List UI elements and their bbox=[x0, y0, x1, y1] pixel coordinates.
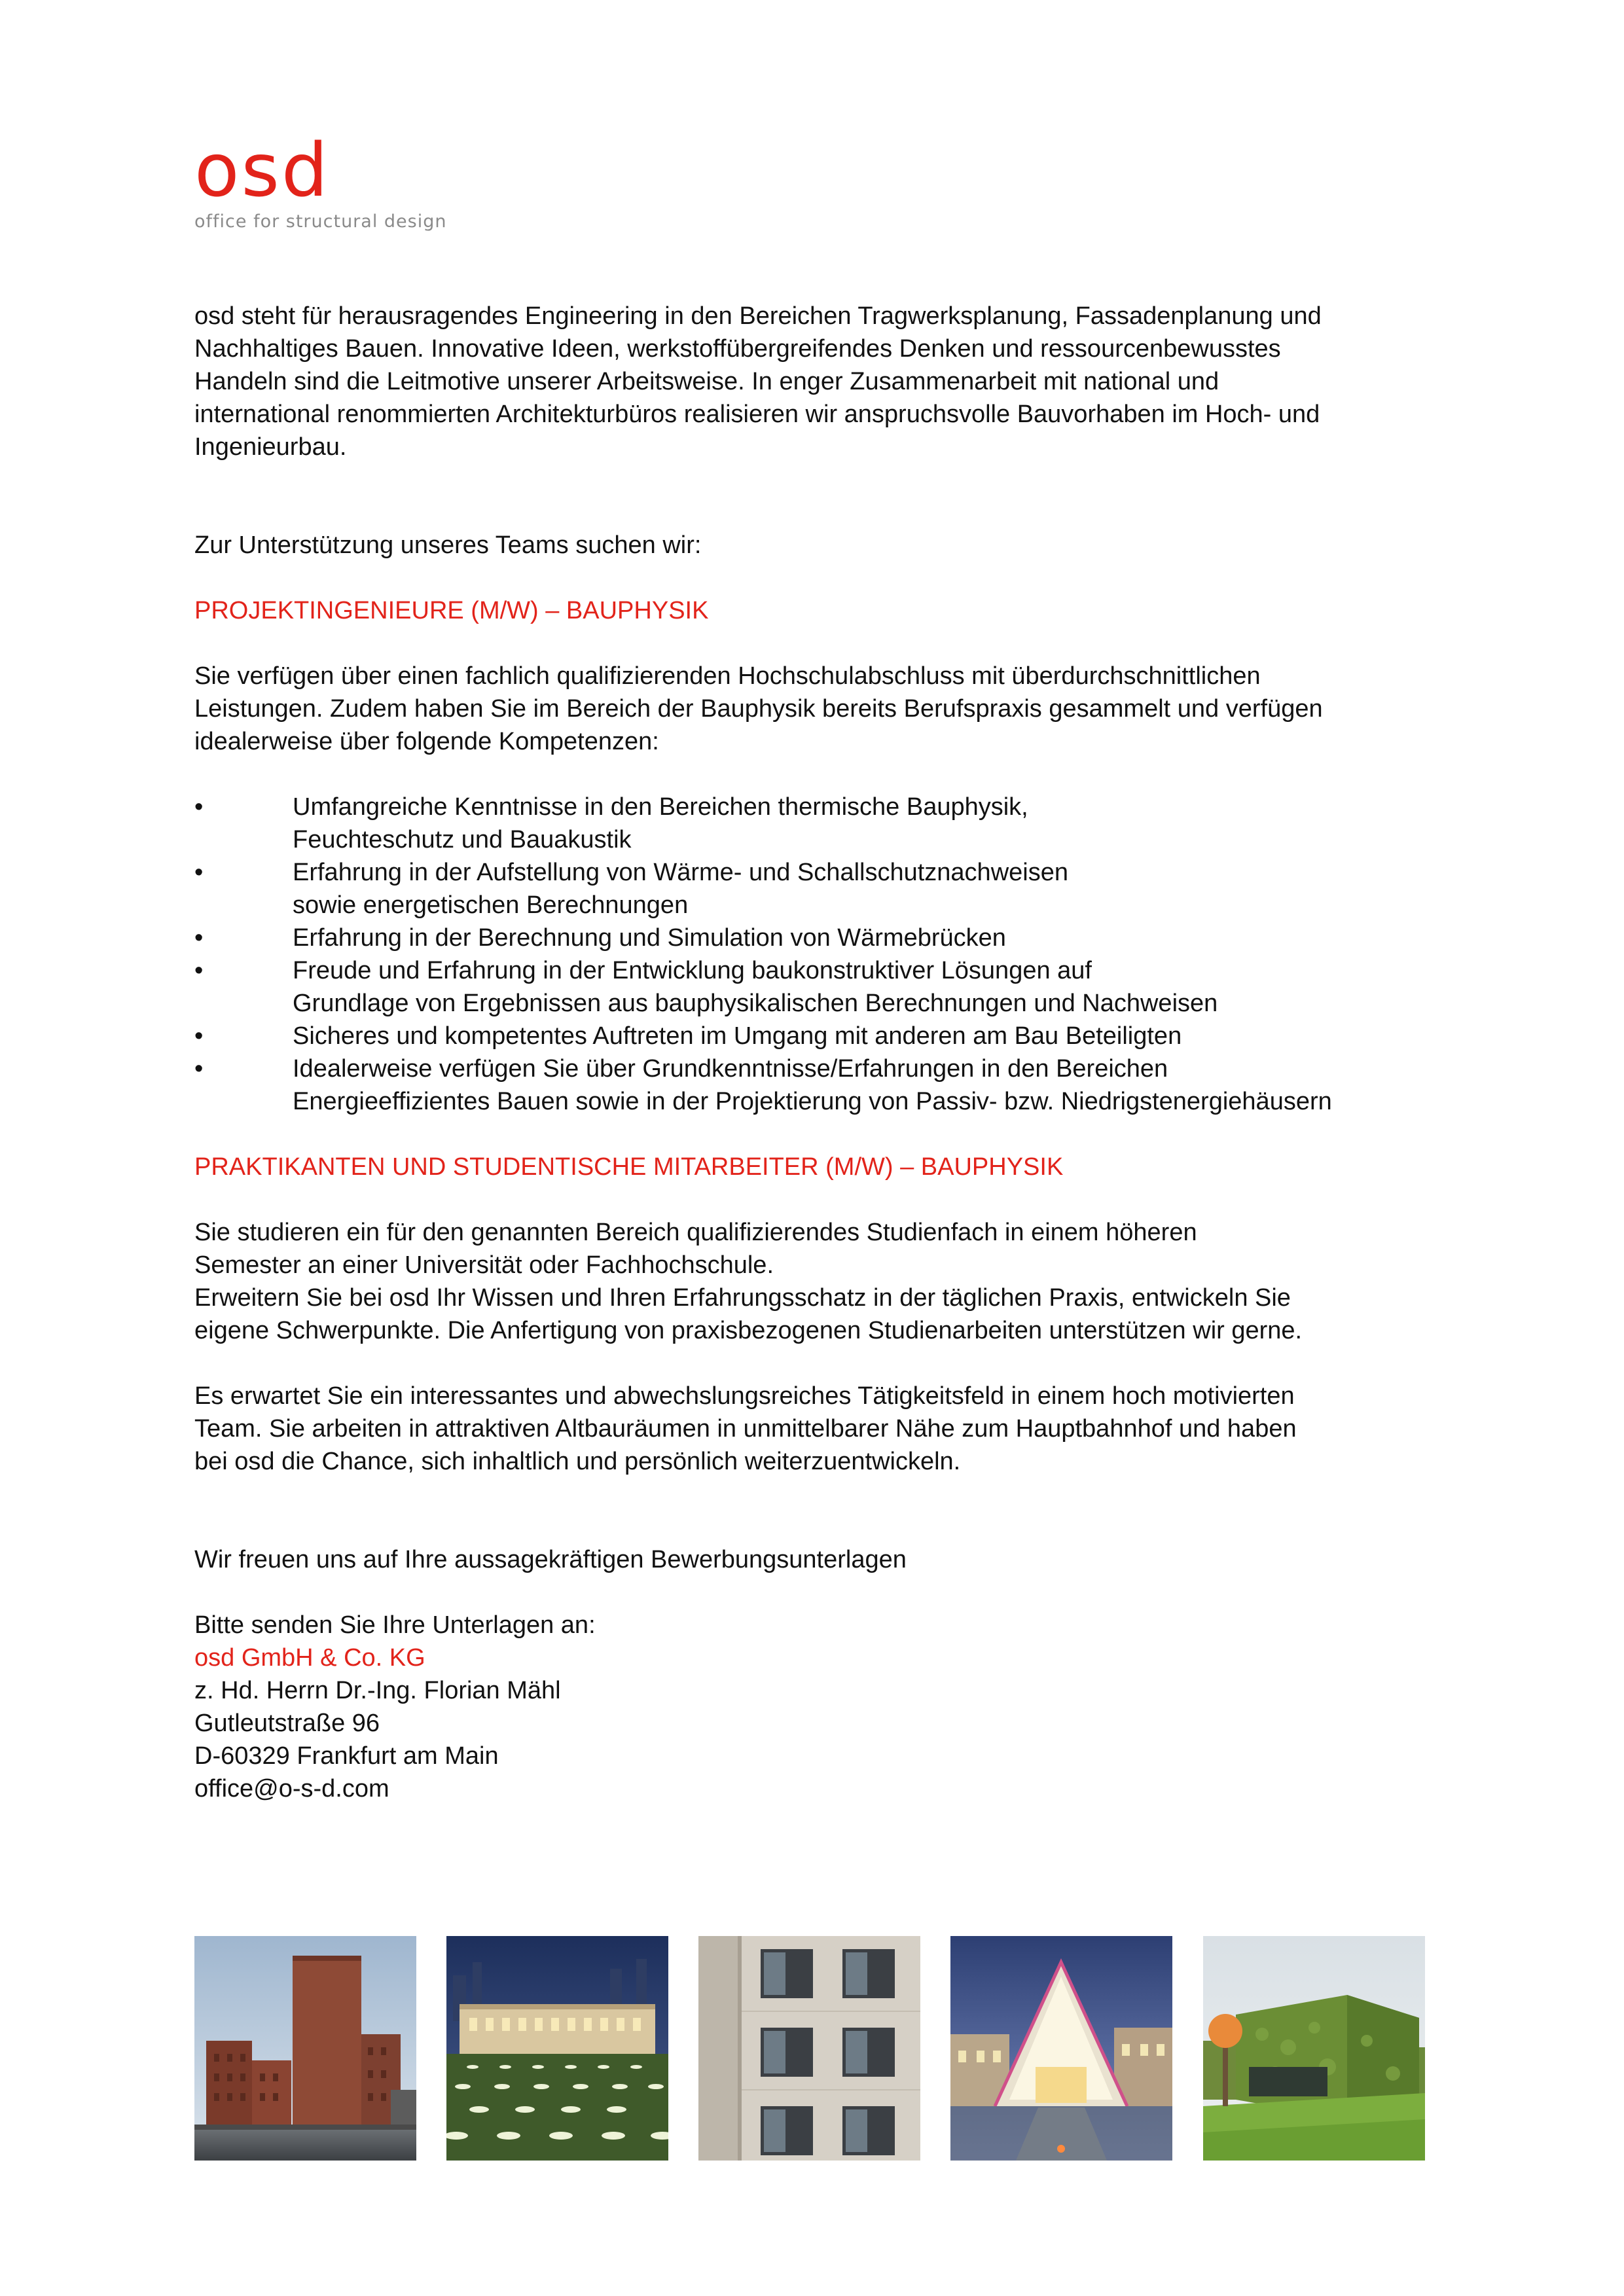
document-body bbox=[194, 300, 1471, 1805]
project-photo-green-cube bbox=[1203, 1936, 1425, 2161]
offer-line: bei osd die Chance, sich inhaltlich und persönlich weiterzuentwickeln. bbox=[194, 1448, 961, 1475]
bullet-icon: • bbox=[194, 1055, 204, 1083]
contact-block bbox=[194, 1609, 1471, 1805]
job2-description-line: Sie studieren ein für den genannten Bereich qualifizierendes Studienfach in einem höheren bbox=[194, 1219, 1197, 1246]
contact-street: Gutleutstraße 96 bbox=[194, 1710, 380, 1737]
job2-description-line: Erweitern Sie bei osd Ihr Wissen und Ihren Erfahrungsschatz in der täglichen Praxis, entwickeln Sie bbox=[194, 1284, 1291, 1312]
contact-intro: Bitte senden Sie Ihre Unterlagen an: bbox=[194, 1611, 596, 1639]
job1-description-line: idealerweise über folgende Kompetenzen: bbox=[194, 728, 659, 755]
logo-wordmark: osd bbox=[194, 128, 330, 213]
list-item-line: Grundlage von Ergebnissen aus bauphysikalischen Berechnungen und Nachweisen bbox=[293, 990, 1218, 1017]
list-item-line: Erfahrung in der Berechnung und Simulation von Wärmebrücken bbox=[293, 924, 1006, 952]
list-item bbox=[194, 1020, 1471, 1052]
list-item bbox=[194, 791, 1471, 856]
contact-city: D-60329 Frankfurt am Main bbox=[194, 1742, 499, 1770]
list-item-line: Idealerweise verfügen Sie über Grundkenntnisse/Erfahrungen in den Bereichen bbox=[293, 1055, 1168, 1083]
intro-line: Handeln sind die Leitmotive unserer Arbeitsweise. In enger Zusammenarbeit mit national und bbox=[194, 368, 1219, 395]
job2-description-line: eigene Schwerpunkte. Die Anfertigung von praxisbezogenen Studienarbeiten unterstützen wir gerne. bbox=[194, 1317, 1303, 1344]
list-item bbox=[194, 954, 1471, 1020]
intro-line: osd steht für herausragendes Engineering in den Bereichen Tragwerksplanung, Fassadenplanung und bbox=[194, 302, 1322, 330]
list-item-line: Umfangreiche Kenntnisse in den Bereichen thermische Bauphysik, bbox=[293, 793, 1028, 821]
list-item-line: Freude und Erfahrung in der Entwicklung baukonstruktiver Lösungen auf bbox=[293, 957, 1092, 984]
offer-paragraph bbox=[194, 1380, 1471, 1478]
project-photo-night-courtyard bbox=[446, 1936, 668, 2161]
list-item-line: sowie energetischen Berechnungen bbox=[293, 891, 689, 919]
intro-line: international renommierten Architekturbüros realisieren wir anspruchsvolle Bauvorhaben im Hoch- und bbox=[194, 401, 1320, 428]
contact-email-link[interactable]: office@o-s-d.com bbox=[194, 1775, 389, 1803]
bullet-icon: • bbox=[194, 924, 204, 952]
job1-description bbox=[194, 660, 1471, 758]
project-photo-brick-tower bbox=[194, 1936, 416, 2161]
project-photo-glass-chapel bbox=[950, 1936, 1172, 2161]
company-logo bbox=[194, 128, 447, 232]
logo-tagline: office for structural design bbox=[194, 211, 447, 232]
list-item-line: Energieeffizientes Bauen sowie in der Projektierung von Passiv- bzw. Niedrigstenergiehäusern bbox=[293, 1088, 1332, 1115]
job2-description-line: Semester an einer Universität oder Fachhochschule. bbox=[194, 1251, 774, 1279]
job1-title: PROJEKTINGENIEURE (M/W) – BAUPHYSIK bbox=[194, 597, 709, 624]
intro-line: Nachhaltiges Bauen. Innovative Ideen, werkstoffübergreifendes Denken und ressourcenbewusstes bbox=[194, 335, 1281, 363]
bullet-icon: • bbox=[194, 1022, 204, 1050]
intro-line: Ingenieurbau. bbox=[194, 433, 347, 461]
list-item-line: Sicheres und kompetentes Auftreten im Umgang mit anderen am Bau Beteiligten bbox=[293, 1022, 1182, 1050]
job1-requirements-list bbox=[194, 791, 1471, 1118]
contact-company: osd GmbH & Co. KG bbox=[194, 1644, 425, 1672]
closing-sentence: Wir freuen uns auf Ihre aussagekräftigen Bewerbungsunterlagen bbox=[194, 1546, 907, 1573]
job2-description bbox=[194, 1216, 1471, 1347]
list-item-line: Feuchteschutz und Bauakustik bbox=[293, 826, 632, 853]
project-photo-strip bbox=[194, 1936, 1425, 2161]
bullet-icon: • bbox=[194, 957, 204, 984]
job1-description-line: Leistungen. Zudem haben Sie im Bereich der Bauphysik bereits Berufspraxis gesammelt und verfügen bbox=[194, 695, 1323, 723]
lead-sentence: Zur Unterstützung unseres Teams suchen wir: bbox=[194, 531, 702, 559]
job2-title: PRAKTIKANTEN UND STUDENTISCHE MITARBEITER (M/W) – BAUPHYSIK bbox=[194, 1153, 1064, 1181]
contact-attention: z. Hd. Herrn Dr.-Ing. Florian Mähl bbox=[194, 1677, 561, 1704]
list-item bbox=[194, 922, 1471, 954]
offer-line: Team. Sie arbeiten in attraktiven Altbauräumen in unmittelbarer Nähe zum Hauptbahnhof und haben bbox=[194, 1415, 1297, 1443]
list-item bbox=[194, 1052, 1471, 1118]
bullet-icon: • bbox=[194, 859, 204, 886]
bullet-icon: • bbox=[194, 793, 204, 821]
offer-line: Es erwartet Sie ein interessantes und abwechslungsreiches Tätigkeitsfeld in einem hoch motivierten bbox=[194, 1382, 1295, 1410]
list-item bbox=[194, 856, 1471, 922]
intro-paragraph bbox=[194, 300, 1471, 463]
project-photo-stone-facade bbox=[698, 1936, 920, 2161]
job1-description-line: Sie verfügen über einen fachlich qualifizierenden Hochschulabschluss mit überdurchschnittlichen bbox=[194, 662, 1261, 690]
list-item-line: Erfahrung in der Aufstellung von Wärme- und Schallschutznachweisen bbox=[293, 859, 1068, 886]
